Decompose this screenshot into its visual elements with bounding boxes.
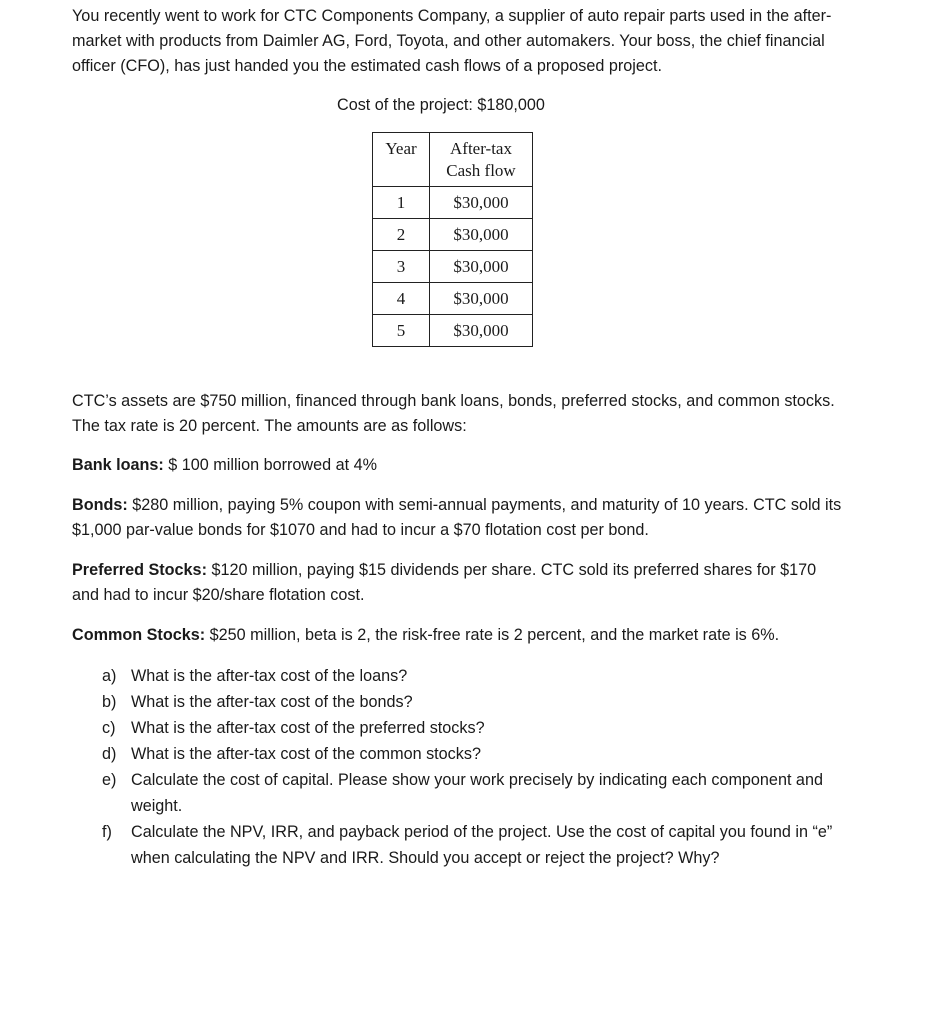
preferred-paragraph — [72, 558, 842, 608]
header-year: Year — [373, 133, 430, 187]
question-text: Calculate the cost of capital. Please show your work precisely by indicating each component and weight. — [131, 771, 823, 815]
cash-cell: $30,000 — [430, 283, 533, 315]
header-cash-line-2: Cash flow — [446, 161, 516, 180]
year-cell: 5 — [373, 315, 430, 347]
question-list — [102, 663, 842, 871]
preferred-label: Preferred Stocks: — [72, 561, 207, 579]
question-label: e) — [102, 771, 117, 789]
bank-loans-label: Bank loans: — [72, 456, 164, 474]
common-label: Common Stocks: — [72, 626, 206, 644]
question-text: What is the after-tax cost of the preferred stocks? — [131, 719, 485, 737]
bonds-label: Bonds: — [72, 496, 128, 514]
question-label: b) — [102, 693, 117, 711]
assets-paragraph: CTC’s assets are $750 million, financed through bank loans, bonds, preferred stocks, and common stocks. The tax rate is 20 percent. The amounts are as follows: — [72, 392, 835, 435]
question-text: What is the after-tax cost of the bonds? — [131, 693, 413, 711]
header-cash-line-1: After-tax — [450, 139, 512, 158]
question-label: a) — [102, 667, 117, 685]
document-page — [72, 4, 842, 871]
year-cell: 1 — [373, 187, 430, 219]
list-item — [102, 741, 842, 767]
year-cell: 3 — [373, 251, 430, 283]
table-row — [373, 219, 533, 251]
question-label: f) — [102, 823, 112, 841]
cash-cell: $30,000 — [430, 219, 533, 251]
cash-cell: $30,000 — [430, 315, 533, 347]
list-item — [102, 689, 842, 715]
table-row — [373, 187, 533, 219]
cash-cell: $30,000 — [430, 187, 533, 219]
preferred-text: $120 million, paying $15 dividends per share. CTC sold its preferred shares for $170 and had to incur $20/share flotation cost. — [72, 561, 817, 604]
bank-loans-paragraph — [72, 453, 842, 478]
year-cell: 4 — [373, 283, 430, 315]
common-paragraph — [72, 623, 842, 648]
bonds-paragraph — [72, 493, 842, 543]
question-label: c) — [102, 719, 116, 737]
bonds-text: $280 million, paying 5% coupon with semi-annual payments, and maturity of 10 years. CTC sold its $1,000 par-value bonds for $1070 and had to incur a $70 flotation cost per bond. — [72, 496, 842, 539]
project-cost: Cost of the project: $180,000 — [337, 96, 545, 114]
question-text: What is the after-tax cost of the loans? — [131, 667, 408, 685]
question-text: What is the after-tax cost of the common stocks? — [131, 745, 481, 763]
cash-cell: $30,000 — [430, 251, 533, 283]
table-row — [373, 315, 533, 347]
list-item — [102, 663, 842, 689]
list-item — [102, 819, 842, 871]
bank-loans-text: $ 100 million borrowed at 4% — [163, 456, 378, 474]
question-text: Calculate the NPV, IRR, and payback period of the project. Use the cost of capital you found in “e” when calculating the NPV and IRR. Should you accept or reject the project? Why? — [131, 823, 833, 867]
common-text: $250 million, beta is 2, the risk-free rate is 2 percent, and the market rate is 6%. — [205, 626, 780, 644]
table-row — [373, 283, 533, 315]
cash-flow-table — [372, 132, 533, 347]
header-cash-flow — [430, 133, 533, 187]
list-item — [102, 715, 842, 741]
year-cell: 2 — [373, 219, 430, 251]
table-header-row — [373, 133, 533, 187]
table-row — [373, 251, 533, 283]
intro-paragraph: You recently went to work for CTC Components Company, a supplier of auto repair parts used in the after-market with products from Daimler AG, Ford, Toyota, and other automakers. Your boss, the chief financial officer (CFO), has just handed you the estimated cash flows of a proposed project. — [72, 7, 832, 75]
list-item — [102, 767, 842, 819]
question-label: d) — [102, 745, 117, 763]
